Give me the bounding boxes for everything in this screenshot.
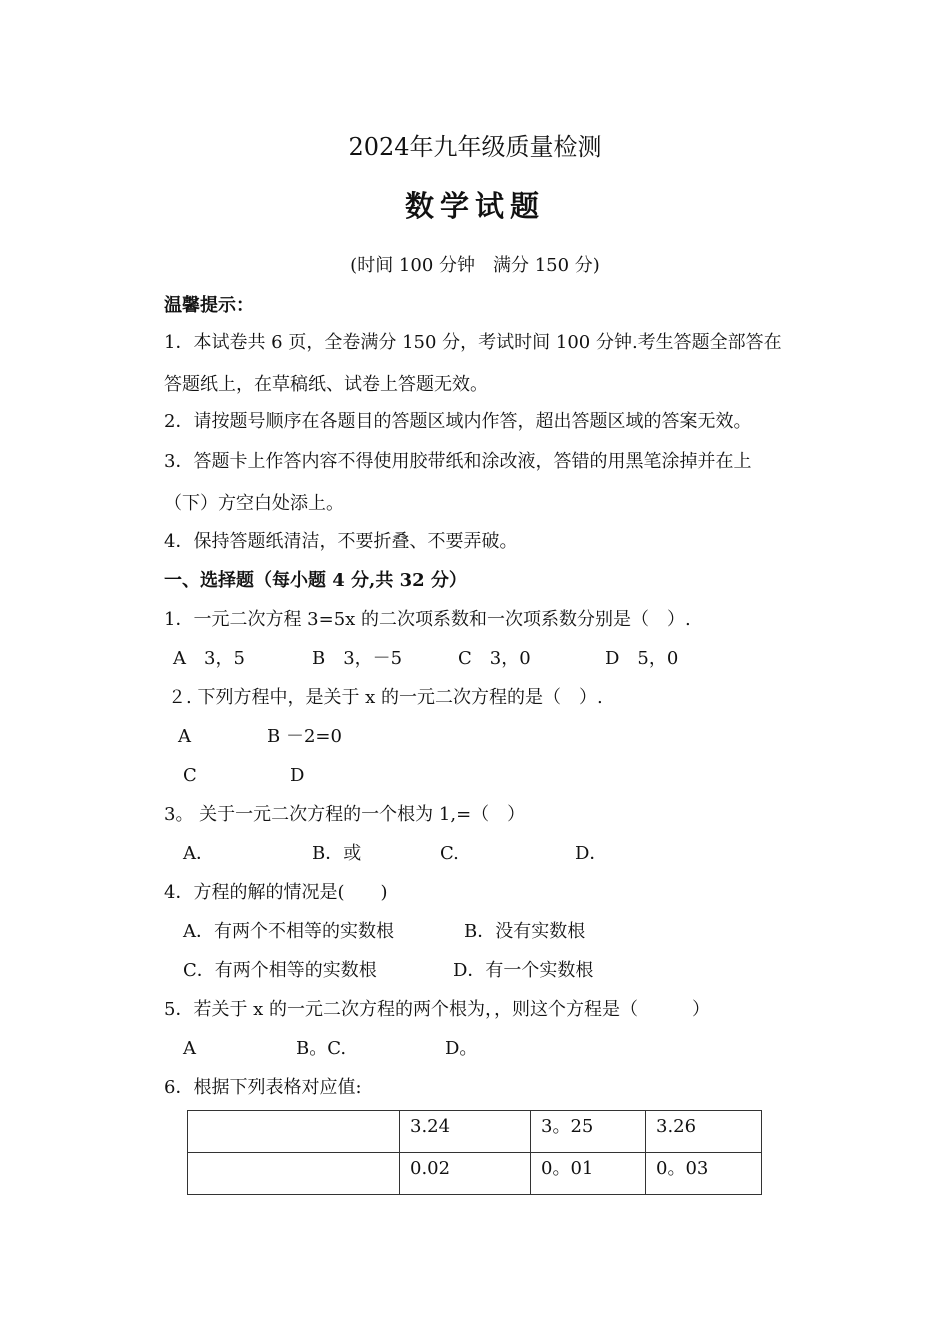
tips-heading: 温馨提示： [164, 295, 254, 316]
tip-line: 2．请按题号顺序在各题目的答题区域内作答，超出答题区域的答案无效。 [164, 411, 752, 432]
q2-option-a: A [178, 726, 191, 747]
value-table [187, 1110, 762, 1195]
q3-option-b: B．或 [312, 843, 362, 864]
q5-option-bc: B。C. [296, 1038, 347, 1059]
tip-line: 3．答题卡上作答内容不得使用胶带纸和涂改液，答错的用黑笔涂掉并在上 [164, 451, 752, 472]
table-cell: 0.02 [400, 1153, 531, 1195]
question-5-stem: 5．若关于 x 的一元二次方程的两个根为，，则这个方程是（ ） [164, 999, 711, 1020]
q3-option-d: D． [575, 843, 608, 864]
table-cell [188, 1111, 400, 1153]
time-info: (时间 100 分钟 满分 150 分) [350, 255, 600, 276]
tip-line: 1．本试卷共 6 页，全卷满分 150 分，考试时间 100 分钟.考生答题全部答在 [164, 332, 782, 353]
table-cell: 0。01 [531, 1153, 646, 1195]
q4-option-a: A．有两个不相等的实数根 [183, 921, 394, 942]
table-cell: 3。25 [531, 1111, 646, 1153]
q1-option-a: A 3，5 [173, 648, 245, 669]
tip-line: 4．保持答题纸清洁，不要折叠、不要弄破。 [164, 531, 518, 552]
q2-option-c: C [183, 765, 197, 786]
question-3-stem: 3。 关于一元二次方程的一个根为 1,=（ ） [164, 804, 526, 825]
tip-line: 答题纸上，在草稿纸、试卷上答题无效。 [164, 374, 488, 395]
exam-title: 2024年九年级质量检测 [348, 133, 602, 161]
section-heading: 一、选择题（每小题 4 分,共 32 分） [164, 570, 467, 591]
table-cell: 0。03 [646, 1153, 762, 1195]
question-4-stem: 4．方程的解的情况是( ) [164, 882, 388, 903]
table-cell: 3.26 [646, 1111, 762, 1153]
q1-option-c: C 3，0 [458, 648, 531, 669]
table-row [188, 1111, 762, 1153]
q2-option-b: B －2=0 [267, 726, 342, 747]
q5-option-d: D。 [445, 1038, 478, 1059]
table-row [188, 1153, 762, 1195]
subject-title: 数学试题 [404, 189, 545, 223]
q1-option-d: D 5，0 [605, 648, 679, 669]
question-2-stem: ２. 下列方程中，是关于 x 的一元二次方程的是（ ）. [168, 687, 603, 708]
q3-option-c: C. [440, 843, 459, 864]
q2-option-d: D [290, 765, 305, 786]
q1-option-b: B 3，－5 [312, 648, 403, 669]
tip-line: （下）方空白处添上。 [164, 493, 344, 514]
q4-option-b: B．没有实数根 [464, 921, 586, 942]
q4-option-d: D．有一个实数根 [453, 960, 594, 981]
table-cell: 3.24 [400, 1111, 531, 1153]
question-1-stem: 1．一元二次方程 3=5x 的二次项系数和一次项系数分别是（ ）. [164, 609, 691, 630]
q3-option-a: A． [183, 843, 214, 864]
q4-option-c: C．有两个相等的实数根 [183, 960, 377, 981]
table-cell [188, 1153, 400, 1195]
question-6-stem: 6．根据下列表格对应值: [164, 1077, 362, 1098]
q5-option-a: A [183, 1038, 196, 1059]
